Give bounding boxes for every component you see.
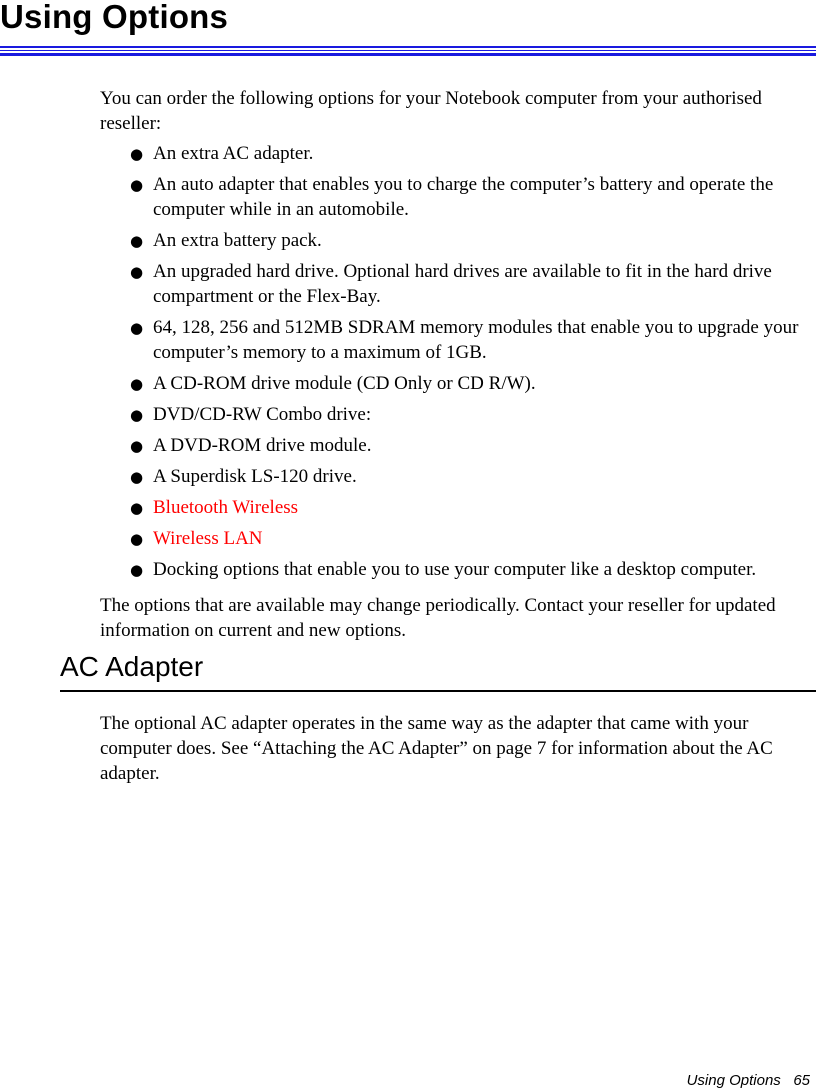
page-footer <box>687 1072 810 1090</box>
list-item <box>100 557 816 582</box>
bullet-icon: ● <box>130 176 144 194</box>
bullet-icon: ● <box>130 530 144 548</box>
list-item <box>100 141 816 166</box>
page-title: Using Options <box>0 0 229 35</box>
list-item-text: Wireless LAN <box>153 528 263 549</box>
list-item-text: A CD-ROM drive module (CD Only or CD R/W). <box>153 373 536 394</box>
bullet-icon: ● <box>130 232 144 250</box>
closing-paragraph: The options that are available may change periodically. Contact your reseller for updated information on current and new options. <box>100 595 776 641</box>
list-item-text: 64, 128, 256 and 512MB SDRAM memory modules that enable you to upgrade your computer’s memory to a maximum of 1GB. <box>153 317 799 363</box>
list-item-text: An extra battery pack. <box>153 230 322 251</box>
list-item <box>100 402 816 427</box>
bullet-icon: ● <box>130 319 144 337</box>
list-item-text: An auto adapter that enables you to charge the computer’s battery and operate the computer while in an automobile. <box>153 174 774 220</box>
bullet-icon: ● <box>130 437 144 455</box>
section-rule <box>60 690 816 692</box>
list-item <box>100 464 816 489</box>
list-item-text: Bluetooth Wireless <box>153 497 299 518</box>
section-heading-ac-adapter: AC Adapter <box>60 651 204 682</box>
bullet-icon: ● <box>130 263 144 281</box>
list-item-highlighted <box>100 495 816 520</box>
list-item-text: A DVD-ROM drive module. <box>153 435 372 456</box>
ac-adapter-paragraph: The optional AC adapter operates in the same way as the adapter that came with your computer does. See “Attaching the AC Adapter” on page 7 for information about the AC adapter. <box>100 713 773 784</box>
bullet-icon: ● <box>130 499 144 517</box>
bullet-icon: ● <box>130 561 144 579</box>
list-item <box>100 371 816 396</box>
bullet-icon: ● <box>130 468 144 486</box>
intro-paragraph: You can order the following options for your Notebook computer from your authorised reseller: <box>100 88 762 134</box>
list-item-text: An upgraded hard drive. Optional hard drives are available to fit in the hard drive compartment or the Flex-Bay. <box>153 261 772 307</box>
bullet-icon: ● <box>130 145 144 163</box>
footer-page-number: 65 <box>793 1072 810 1089</box>
list-item <box>100 172 816 222</box>
list-item-text: Docking options that enable you to use your computer like a desktop computer. <box>153 559 757 580</box>
list-item-text: An extra AC adapter. <box>153 143 314 164</box>
title-rule-top <box>0 46 816 48</box>
list-item-text: A Superdisk LS-120 drive. <box>153 466 357 487</box>
list-item <box>100 228 816 253</box>
list-item-text: DVD/CD-RW Combo drive: <box>153 404 372 425</box>
list-item <box>100 259 816 309</box>
footer-section-title: Using Options <box>686 1072 781 1089</box>
list-item <box>100 433 816 458</box>
options-list <box>100 141 816 588</box>
list-item-highlighted <box>100 526 816 551</box>
bullet-icon: ● <box>130 375 144 393</box>
bullet-icon: ● <box>130 406 144 424</box>
title-rule-bottom <box>0 53 816 56</box>
title-rule-middle <box>0 50 816 51</box>
list-item <box>100 315 816 365</box>
